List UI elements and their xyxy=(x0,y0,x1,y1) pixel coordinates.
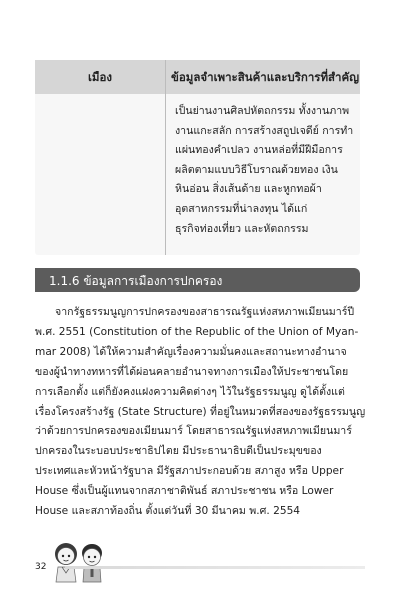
cell-line: อุตสาหกรรมที่น่าลงทุน ได้แก่ xyxy=(175,202,308,215)
mascot-illustration xyxy=(44,540,114,588)
page-number: 32 xyxy=(35,562,47,572)
paragraph-line: mar 2008) ได้ให้ความสำคัญเรื่องความมั่นคงและสถานะทางอำนาจ xyxy=(35,345,347,358)
paragraph-line: House ซึ่งเป็นผู้แทนจากสภาชาติพันธ์ สภาประชาชน หรือ Lower xyxy=(35,485,334,498)
section-heading-bar xyxy=(35,268,360,292)
paragraph-line: เรื่องโครงสร้างรัฐ (State Structure) ที่อยู่ในหมวดที่สองของรัฐธรรมนูญ xyxy=(35,405,366,418)
paragraph-line: จากรัฐธรรมนูญการปกครองของสาธารณรัฐแห่งสหภาพเมียนมาร์ปี xyxy=(55,306,355,318)
footer-rule xyxy=(65,566,365,569)
paragraph-line: พ.ศ. 2551 (Constitution of the Republic of the Union of Myan- xyxy=(35,325,359,338)
table-header-city: เมือง xyxy=(87,70,113,84)
paragraph-line: ของผู้นำทางทหารที่ได้ผ่อนคลายอำนาจทางการเมืองให้ประชาชนโดย xyxy=(35,365,349,378)
cell-line: หินอ่อน สิ่งเส้นด้าย และหูกทอผ้า xyxy=(175,183,322,196)
cell-line: แผ่นทองคำเปลว งานหล่อที่มีฝีมือการ xyxy=(175,144,343,157)
paragraph-line: ประเทศและหัวหน้ารัฐบาล มีรัฐสภาประกอบด้วย สภาสูง หรือ Upper xyxy=(35,465,344,478)
section-heading: 1.1.6 ข้อมูลการเมืองการปกครอง xyxy=(49,274,223,288)
paragraph-line: ว่าด้วยการปกครองของเมียนมาร์ โดยสาธารณรัฐแห่งสหภาพเมียนมาร์ xyxy=(35,425,352,438)
paragraph-line: ปกครองในระบอบประชาธิปไตย มีประธานาธิบดีเป็นประมุขของ xyxy=(35,445,322,458)
cell-line: ธุรกิจท่องเที่ยว และหัตถกรรม xyxy=(175,222,309,235)
column-divider xyxy=(165,60,166,255)
city-info-table xyxy=(35,60,360,255)
table-header-info: ข้อมูลจำเพาะสินค้าและบริการที่สำคัญ xyxy=(170,70,360,84)
cell-line: ผลิตตามแบบวิธีโบราณด้วยทอง เงิน xyxy=(175,163,338,176)
table-header-row xyxy=(35,60,360,94)
paragraph-line: การเลือกตั้ง แต่ก็ยังคงแฝงความคิดต่างๆ ไว้ในรัฐธรรมนูญ ดูได้ตั้งแต่ xyxy=(35,385,345,398)
cell-line: เป็นย่านงานศิลปหัตถกรรม ทั้งงานภาพ xyxy=(175,105,350,117)
table-cell-info xyxy=(175,102,355,239)
body-paragraph xyxy=(35,303,365,522)
paragraph-line: House และสภาท้องถิ่น ตั้งแต่วันที่ 30 มีนาคม พ.ศ. 2554 xyxy=(35,505,301,518)
cell-line: งานแกะสลัก การสร้างสถูปเจดีย์ การทำ xyxy=(175,124,354,137)
